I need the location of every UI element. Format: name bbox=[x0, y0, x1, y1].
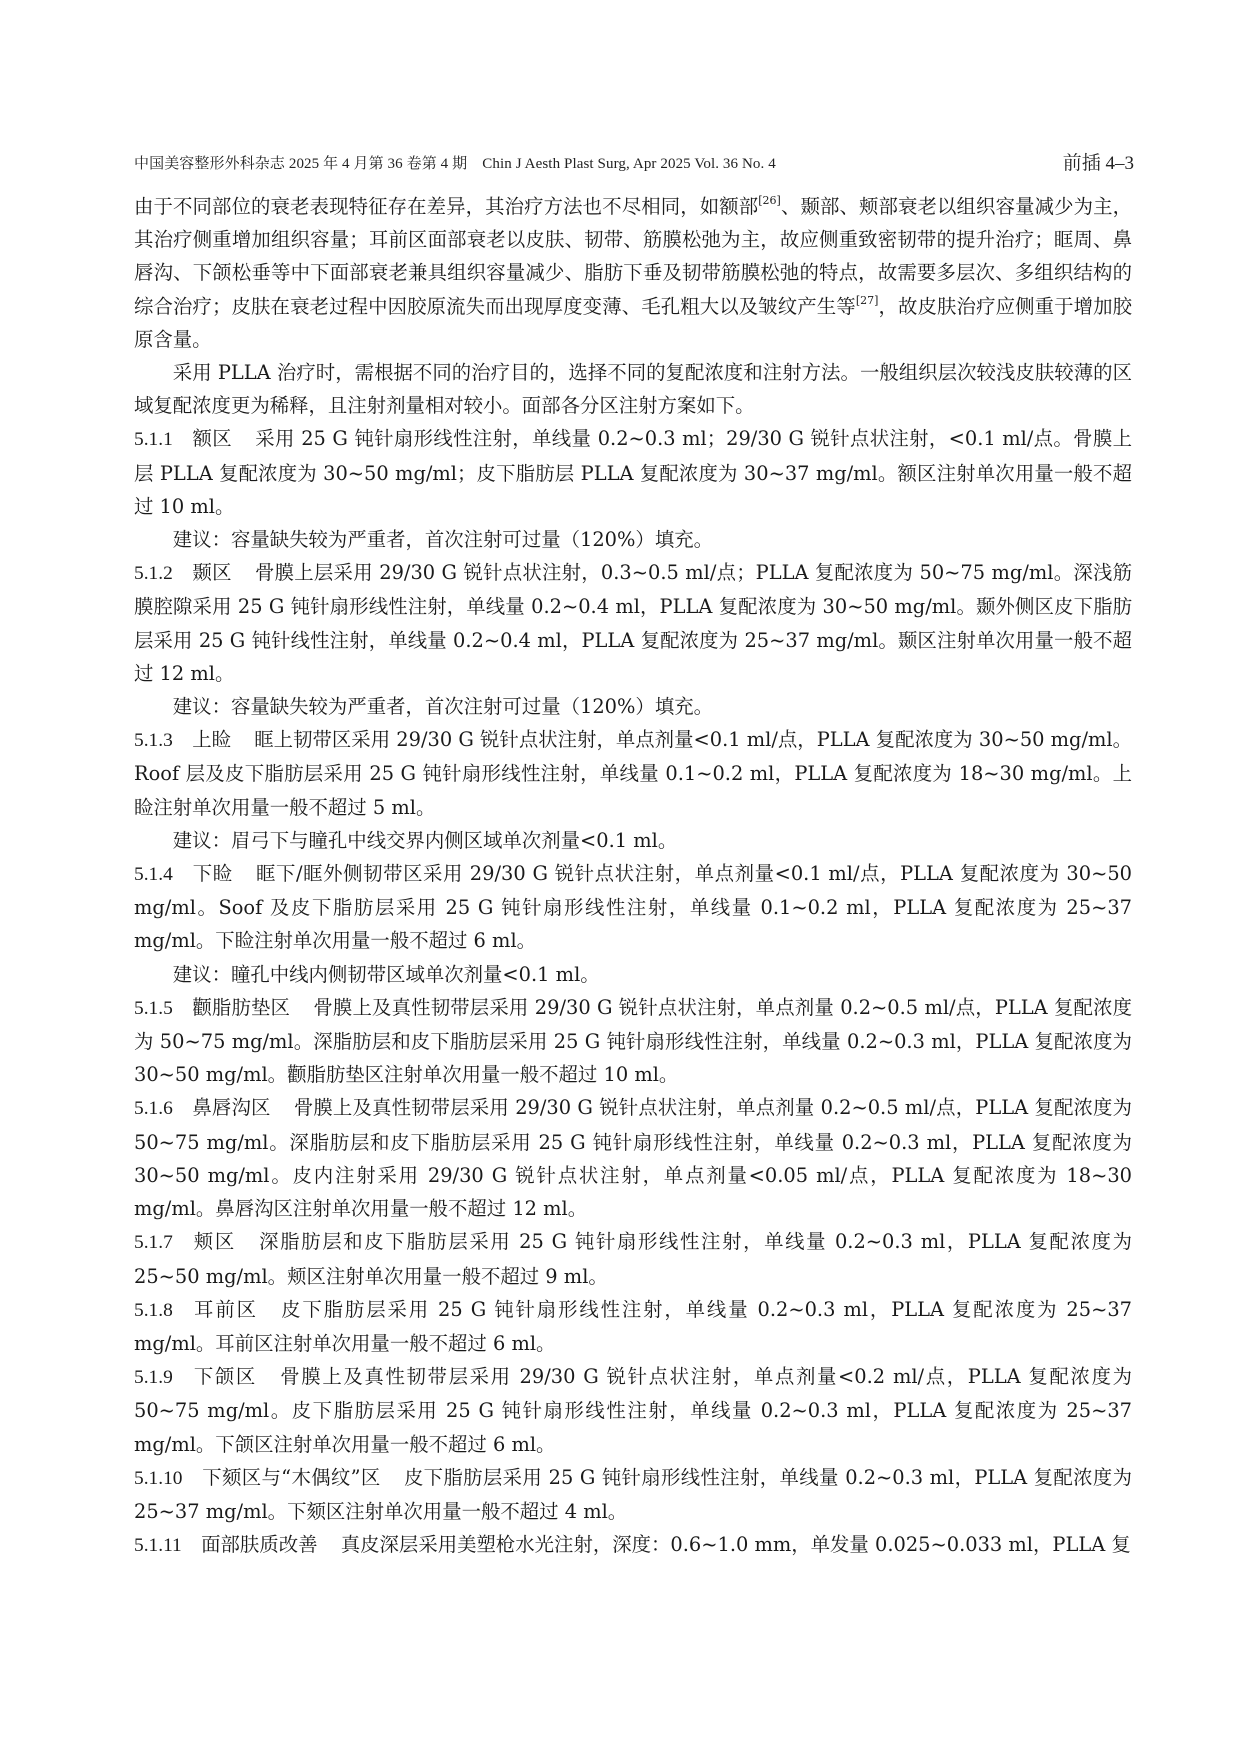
section-5-1-8: 5.1.8 耳前区 皮下脂肪层采用 25 G 钝针扇形线性注射，单线量 0.2~0.3 ml，PLLA 复配浓度为 25~37 mg/ml。耳前区注射单次用量一般不超过 6 ml。 bbox=[134, 1297, 1133, 1355]
section-5-1-7: 5.1.7 颊区 深脂肪层和皮下脂肪层采用 25 G 钝针扇形线性注射，单线量 0.2~0.3 ml，PLLA 复配浓度为 25~50 mg/ml。颊区注射单次用量一般不超过 9 ml。 bbox=[134, 1230, 1133, 1288]
intro-paragraph-1: 由于不同部位的衰老表现特征存在差异，其治疗方法也不尽相同，如额部[26]、颞部、颊部衰老以组织容量减少为主，其治疗侧重增加组织容量；耳前区面部衰老以皮肤、韧带、筋膜松弛为主，故应侧重致密韧带的提升治疗；眶周、鼻唇沟、下颌松垂等中下面部衰老兼具组织容量减少、脂肪下垂及韧带筋膜松弛的特点，故需要多层次、多组织结构的综合治疗；皮肤在衰老过程中因胶原流失而出现厚度变薄、毛孔粗大以及皱纹产生等[27]，故皮肤治疗应侧重于增加胶原含量。 bbox=[134, 194, 1133, 351]
section-advice: 建议：眉弓下与瞳孔中线交界内侧区域单次剂量<0.1 ml。 bbox=[172, 828, 678, 852]
section-title: 颧脂肪垫区 bbox=[192, 995, 291, 1019]
section-advice: 建议：容量缺失较为严重者，首次注射可过量（120%）填充。 bbox=[172, 528, 713, 552]
section-title: 额区 bbox=[192, 427, 232, 451]
section-title: 下睑 bbox=[192, 862, 233, 886]
section-advice: 建议：瞳孔中线内侧韧带区域单次剂量<0.1 ml。 bbox=[172, 962, 600, 986]
section-5-1-3: 5.1.3 上睑 眶上韧带区采用 29/30 G 锐针点状注射，单点剂量<0.1 ml/点，PLLA 复配浓度为 30~50 mg/ml。Roof 层及皮下脂肪层采用 25 G 钝针扇形线性注射，单线量 0.1~0.2 ml，PLLA 复配浓度为 18~30 mg/ml。上睑注射单次用量一般不超过 5 ml。 bbox=[134, 728, 1132, 819]
section-title: 下颏区与“木偶纹”区 bbox=[201, 1465, 381, 1489]
section-5-1-5: 5.1.5 颧脂肪垫区 骨膜上及真性韧带层采用 29/30 G 锐针点状注射，单点剂量 0.2~0.5 ml/点，PLLA 复配浓度为 50~75 mg/ml。深脂肪层和皮下脂肪层采用 25 G 钝针扇形线性注射，单线量 0.2~0.3 ml，PLLA 复配浓度为 30~50 mg/ml。颧脂肪垫区注射单次用量一般不超过 10 ml。 bbox=[134, 995, 1133, 1087]
section-number: 5.1.1 bbox=[134, 429, 173, 451]
section-number: 5.1.3 bbox=[134, 730, 173, 752]
section-number: 5.1.5 bbox=[134, 997, 173, 1019]
section-number: 5.1.10 bbox=[134, 1467, 183, 1489]
section-5-1-11: 5.1.11 面部肤质改善 真皮深层采用美塑枪水光注射，深度：0.6~1.0 mm，单发量 0.025~0.033 ml，PLLA 复 bbox=[134, 1533, 1131, 1557]
section-title: 面部肤质改善 bbox=[201, 1533, 318, 1557]
section-title: 上睑 bbox=[192, 728, 231, 752]
page-number: 前插 4–3 bbox=[1062, 153, 1134, 174]
section-number: 5.1.11 bbox=[134, 1535, 182, 1557]
intro-paragraph-2: 采用 PLLA 治疗时，需根据不同的治疗目的，选择不同的复配浓度和注射方法。一般组织层次较浅皮肤较薄的区域复配浓度更为稀释，且注射剂量相对较小。面部各分区注射方案如下。 bbox=[134, 361, 1132, 418]
section-5-1-6: 5.1.6 鼻唇沟区 骨膜上及真性韧带层采用 29/30 G 锐针点状注射，单点剂量 0.2~0.5 ml/点，PLLA 复配浓度为 50~75 mg/ml。深脂肪层和皮下脂肪层采用 25 G 钝针扇形线性注射，单线量 0.2~0.3 ml，PLLA 复配浓度为 30~50 mg/ml。皮内注射采用 29/30 G 锐针点状注射，单点剂量<0.05 ml/点，PLLA 复配浓度为 18~30 mg/ml。鼻唇沟区注射单次用量一般不超过 12 ml。 bbox=[134, 1096, 1132, 1221]
section-5-1-4: 5.1.4 下睑 眶下/眶外侧韧带区采用 29/30 G 锐针点状注射，单点剂量<0.1 ml/点，PLLA 复配浓度为 30~50 mg/ml。Soof 及皮下脂肪层采用 25 G 钝针扇形线性注射，单线量 0.1~0.2 ml，PLLA 复配浓度为 25~37 mg/ml。下睑注射单次用量一般不超过 6 ml。 bbox=[134, 862, 1132, 953]
running-header bbox=[134, 148, 1134, 178]
section-number: 5.1.2 bbox=[134, 563, 173, 585]
section-title: 下颌区 bbox=[192, 1365, 257, 1389]
section-number: 5.1.7 bbox=[134, 1232, 173, 1254]
section-title: 耳前区 bbox=[192, 1297, 258, 1321]
section-title: 颞区 bbox=[192, 561, 232, 585]
section-5-1-2: 5.1.2 颞区 骨膜上层采用 29/30 G 锐针点状注射，0.3~0.5 ml/点；PLLA 复配浓度为 50~75 mg/ml。深浅筋膜腔隙采用 25 G 钝针扇形线性注射，单线量 0.2~0.4 ml，PLLA 复配浓度为 30~50 mg/ml。颞外侧区皮下脂肪层采用 25 G 钝针线性注射，单线量 0.2~0.4 ml，PLLA 复配浓度为 25~37 mg/ml。颞区注射单次用量一般不超过 12 ml。 bbox=[134, 561, 1133, 685]
section-advice: 建议：容量缺失较为严重者，首次注射可过量（120%）填充。 bbox=[172, 695, 713, 719]
citation-ref: [27] bbox=[855, 293, 879, 307]
section-5-1-10: 5.1.10 下颏区与“木偶纹”区 皮下脂肪层采用 25 G 钝针扇形线性注射，单线量 0.2~0.3 ml，PLLA 复配浓度为 25~37 mg/ml。下颏区注射单次用量一般不超过 4 ml。 bbox=[134, 1465, 1132, 1523]
section-number: 5.1.4 bbox=[134, 864, 173, 886]
journal-citation: 中国美容整形外科杂志 2025 年 4 月第 36 卷第 4 期 Chin J Aesth Plast Surg, Apr 2025 Vol. 36 No. 4 bbox=[134, 156, 776, 172]
article-body bbox=[134, 190, 1132, 1562]
section-title: 颊区 bbox=[192, 1230, 236, 1254]
section-5-1-1: 5.1.1 额区 采用 25 G 钝针扇形线性注射，单线量 0.2~0.3 ml；29/30 G 锐针点状注射，<0.1 ml/点。骨膜上层 PLLA 复配浓度为 30~50 mg/ml；皮下脂肪层 PLLA 复配浓度为 30~37 mg/ml。额区注射单次用量一般不超过 10 ml。 bbox=[134, 427, 1133, 518]
section-number: 5.1.8 bbox=[134, 1299, 173, 1321]
section-5-1-9: 5.1.9 下颌区 骨膜上及真性韧带层采用 29/30 G 锐针点状注射，单点剂量<0.2 ml/点，PLLA 复配浓度为 50~75 mg/ml。皮下脂肪层采用 25 G 钝针扇形线性注射，单线量 0.2~0.3 ml，PLLA 复配浓度为 25~37 mg/ml。下颌区注射单次用量一般不超过 6 ml。 bbox=[134, 1365, 1133, 1456]
citation-ref: [26] bbox=[758, 194, 781, 207]
section-number: 5.1.9 bbox=[134, 1367, 173, 1389]
section-number: 5.1.6 bbox=[134, 1098, 173, 1120]
section-title: 鼻唇沟区 bbox=[192, 1096, 271, 1120]
